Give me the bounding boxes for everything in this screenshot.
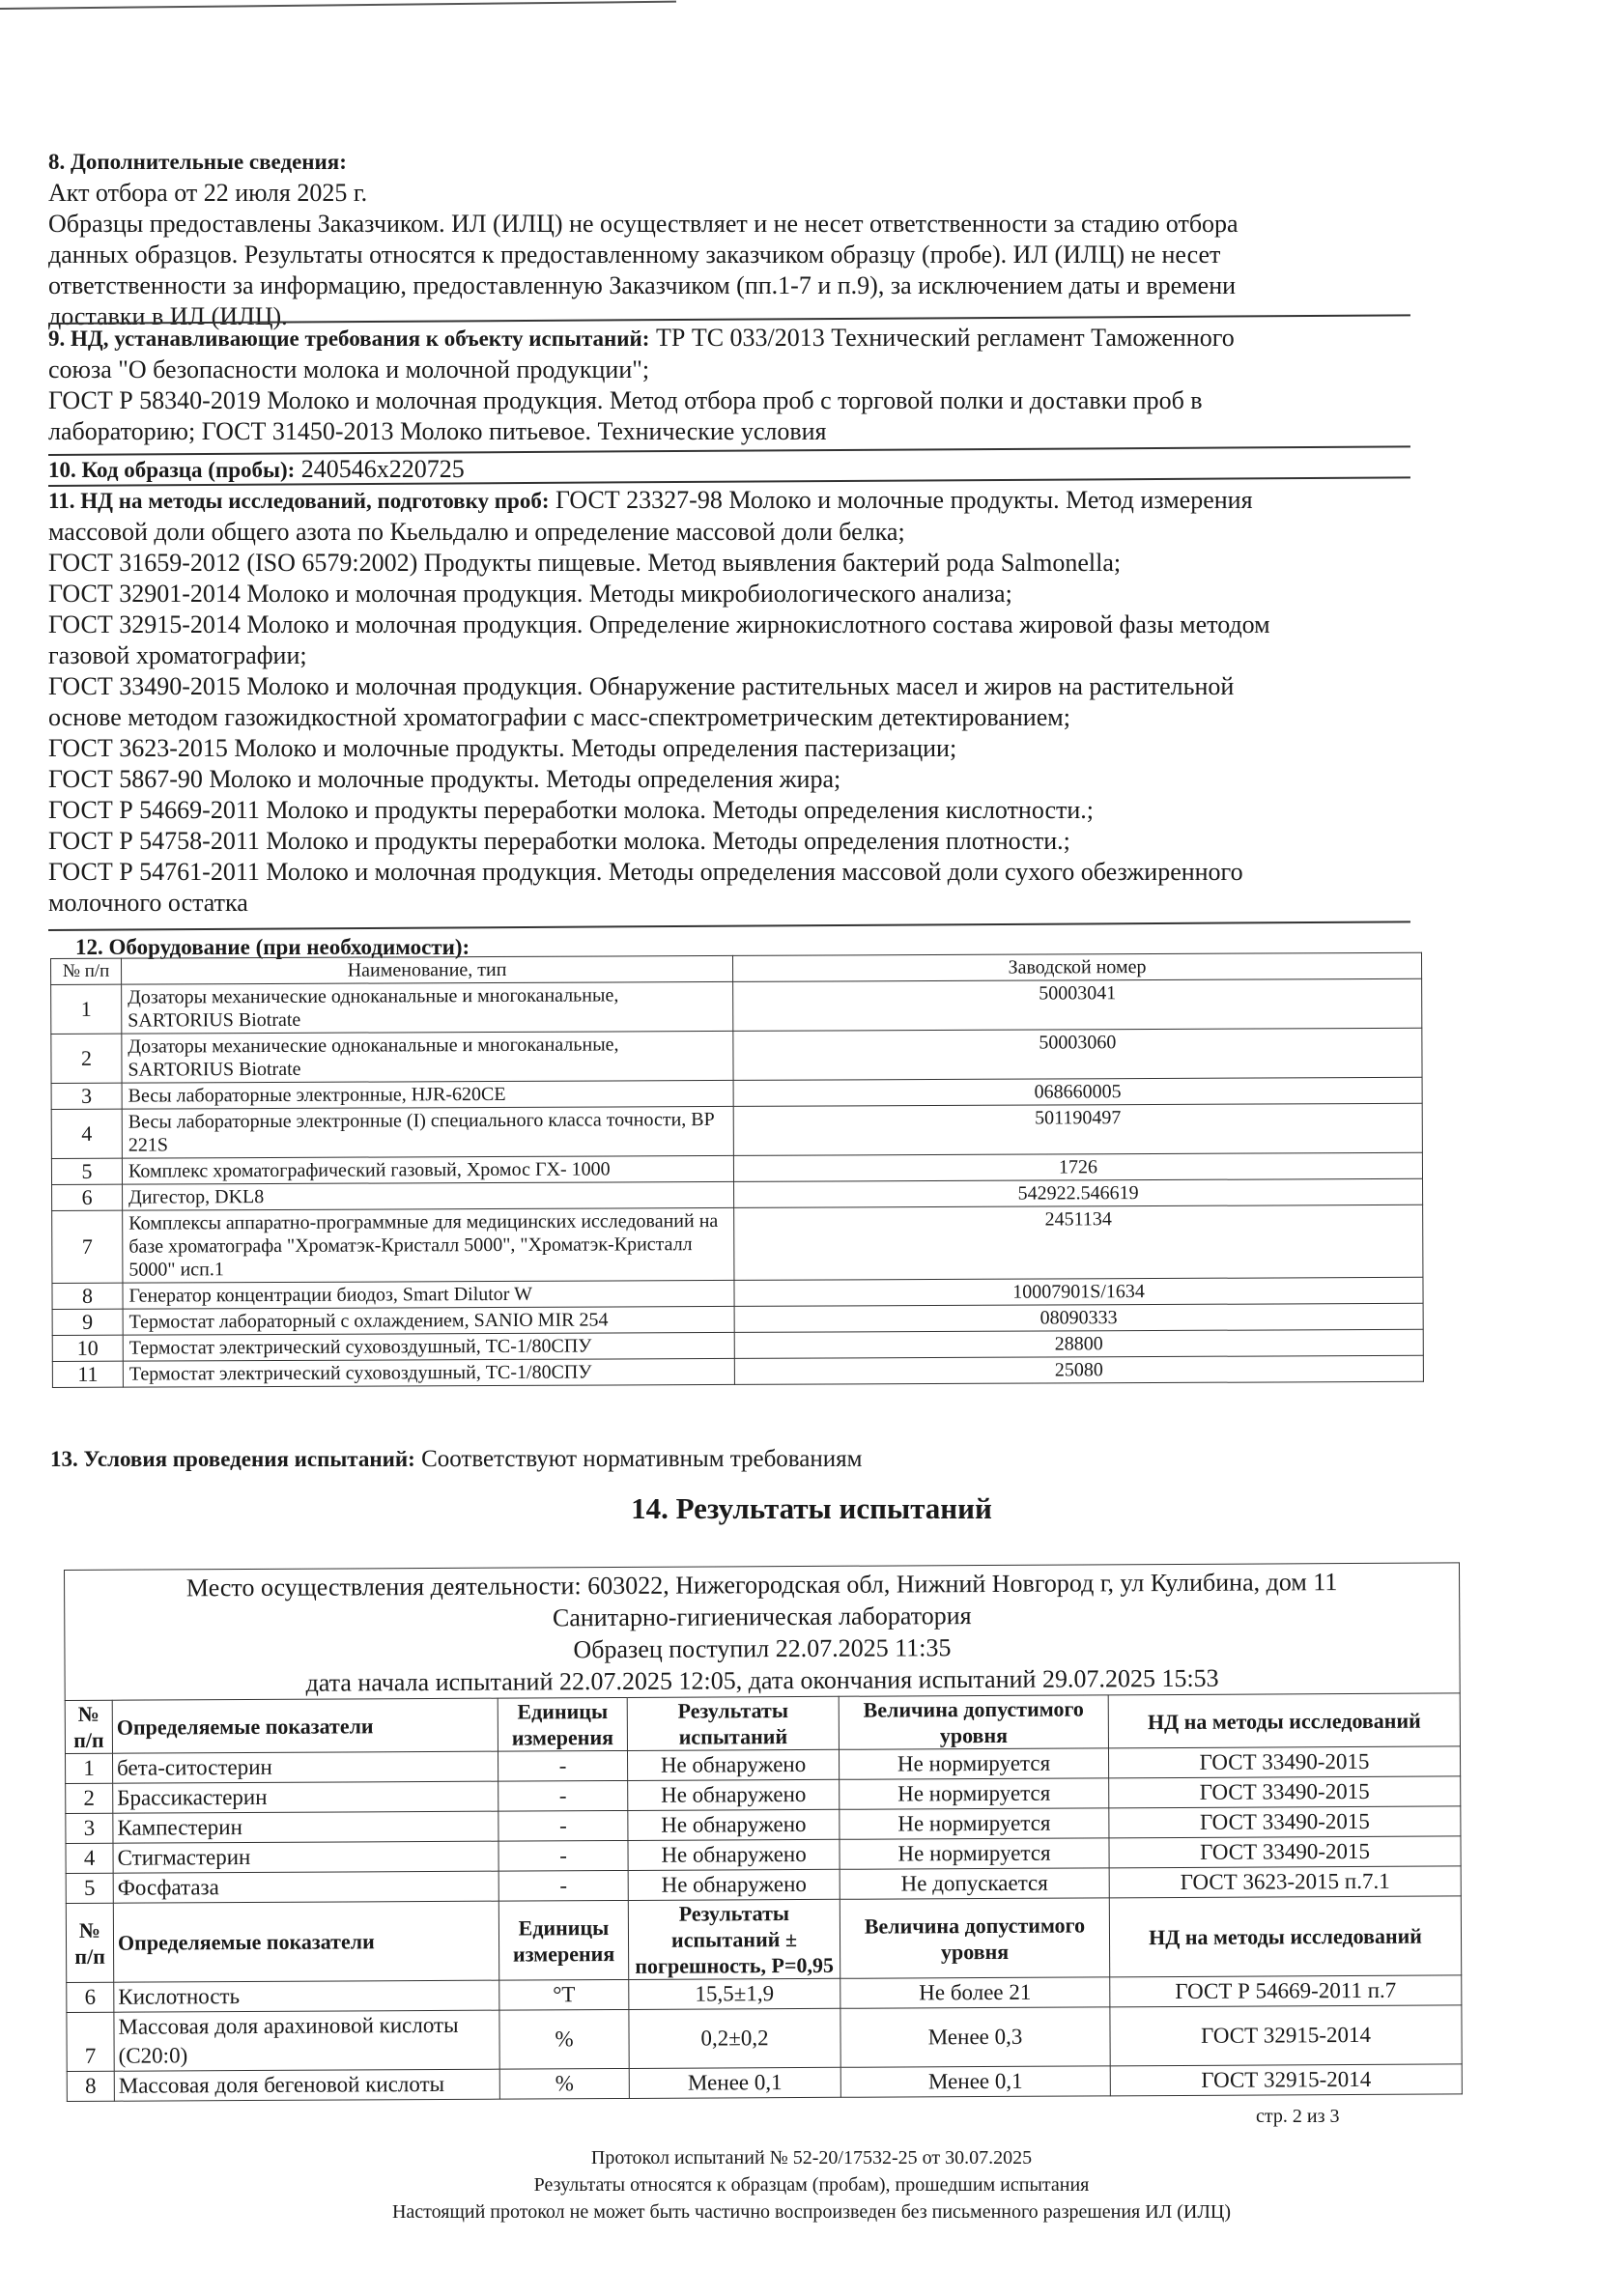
results-row — [67, 2064, 1462, 2102]
footer-note: Настоящий протокол не может быть частично воспроизведен без письменного разрешения ИЛ (ИЛЦ) — [391, 2201, 1232, 2223]
section-11-line: ГОСТ 32901-2014 Молоко и молочная продукция. Методы микробиологического анализа; — [48, 580, 1012, 608]
indicator-name: Кампестерин — [113, 1811, 498, 1843]
test-dates: дата начала испытаний 22.07.2025 12:05, дата окончания испытаний 29.07.2025 15:53 — [305, 1663, 1219, 1697]
column-header-result: Результаты испытаний ± погрешность, P=0,95 — [628, 1899, 840, 1979]
limit-value: Не нормируется — [840, 1838, 1109, 1869]
indicator-name: Массовая доля бегеновой кислоты — [114, 2069, 499, 2101]
unit-value: - — [498, 1840, 628, 1871]
section-10-heading: 10. Код образца (пробы): — [48, 458, 296, 482]
section-11-line: газовой хроматографии; — [48, 641, 307, 669]
column-header-number: № п/п — [66, 1903, 113, 1982]
row-number: 8 — [67, 2071, 114, 2101]
limit-value: Не нормируется — [840, 1778, 1109, 1809]
results-table-header — [66, 1896, 1461, 1983]
equipment-name: Весы лабораторные электронные, HJR-620CE — [122, 1080, 733, 1109]
unit-value: % — [499, 2068, 629, 2099]
method-value: ГОСТ 3623-2015 п.7.1 — [1109, 1866, 1461, 1898]
equipment-name: Термостат лабораторный с охлаждением, SANIO MIR 254 — [123, 1306, 734, 1335]
equipment-name: Термостат электрический суховоздушный, ТС-1/80СПУ — [123, 1358, 734, 1387]
indicator-name: Массовая доля арахиновой кислоты (С20:0) — [114, 2010, 499, 2071]
scan-edge-line — [0, 1, 676, 10]
method-value: ГОСТ Р 54669-2011 п.7 — [1110, 1975, 1462, 2007]
section-11 — [48, 485, 1410, 919]
unit-value: - — [498, 1780, 628, 1811]
results-table-header — [65, 1693, 1460, 1754]
column-header-number: № п/п — [51, 958, 122, 984]
equipment-serial: 10007901S/1634 — [734, 1277, 1423, 1306]
limit-value: Менее 0,1 — [840, 2066, 1110, 2097]
equipment-serial: 25080 — [734, 1355, 1423, 1384]
equipment-serial: 08090333 — [734, 1303, 1423, 1332]
result-value: Менее 0,1 — [629, 2067, 840, 2098]
equipment-number: 9 — [52, 1309, 123, 1335]
column-header-method: НД на методы исследований — [1108, 1693, 1460, 1748]
column-header-name: Наименование, тип — [122, 955, 733, 984]
section-11-heading: 11. НД на методы исследований, подготовку проб: — [48, 489, 550, 513]
unit-value: - — [498, 1750, 627, 1781]
section-8-line: ответственности за информацию, предоставленную Заказчиком (пп.1-7 и п.9), за исключением даты и времени — [48, 271, 1237, 299]
indicator-name: Кислотность — [114, 1980, 499, 2012]
test-conditions: Соответствуют нормативным требованиям — [414, 1446, 863, 1472]
limit-value: Не более 21 — [840, 1977, 1110, 2008]
column-header-unit: Единицы измерения — [498, 1900, 628, 1980]
row-number: 1 — [65, 1753, 112, 1783]
equipment-serial: 2451134 — [734, 1205, 1423, 1280]
indicator-name: бета-ситостерин — [112, 1751, 498, 1783]
method-value: ГОСТ 33490-2015 — [1109, 1776, 1461, 1808]
equipment-row — [51, 978, 1422, 1034]
section-9-heading: 9. НД, устанавливающие требования к объекту испытаний: — [48, 326, 650, 351]
footer-note: Результаты относятся к образцам (пробам), прошедшим испытания — [533, 2174, 1090, 2196]
column-header-limit: Величина допустимого уровня — [840, 1898, 1109, 1978]
result-value: Не обнаружено — [627, 1749, 839, 1780]
divider — [48, 921, 1410, 931]
equipment-serial: 50003041 — [733, 978, 1422, 1031]
section-9-line: союза "О безопасности молока и молочной продукции"; — [48, 355, 650, 383]
section-8-line: доставки в ИЛ (ИЛЦ). — [48, 302, 288, 330]
equipment-name: Дозаторы механические одноканальные и многоканальные, SARTORIUS Biotrate — [122, 1031, 733, 1083]
row-number: 7 — [67, 2012, 114, 2071]
equipment-number: 1 — [51, 984, 122, 1034]
page-number: стр. 2 из 3 — [1256, 2106, 1340, 2127]
equipment-row — [51, 1103, 1422, 1158]
results-title: 14. Результаты испытаний — [631, 1491, 992, 1525]
equipment-row — [52, 1205, 1423, 1283]
limit-value: Не нормируется — [840, 1808, 1109, 1839]
section-8 — [48, 147, 1410, 332]
equipment-number: 5 — [51, 1158, 122, 1184]
protocol-number: Протокол испытаний № 52-20/17532-25 от 30.07.2025 — [590, 2147, 1033, 2168]
section-9-text: ТР ТС 033/2013 Технический регламент Таможенного — [649, 324, 1235, 352]
method-value: ГОСТ 32915-2014 — [1110, 2005, 1462, 2066]
result-value: Не обнаружено — [628, 1809, 840, 1840]
section-9 — [48, 323, 1410, 447]
equipment-number: 10 — [52, 1335, 123, 1361]
section-12-heading: 12. Оборудование (при необходимости): — [75, 935, 470, 959]
footer — [0, 2144, 1623, 2225]
indicator-name: Стигмастерин — [113, 1841, 498, 1873]
row-number: 3 — [66, 1813, 113, 1843]
section-8-line: Акт отбора от 22 июля 2025 г. — [48, 179, 368, 207]
equipment-name: Дозаторы механические одноканальные и многоканальные, SARTORIUS Biotrate — [122, 981, 733, 1034]
equipment-number: 4 — [51, 1109, 122, 1158]
limit-value: Не допускается — [840, 1868, 1109, 1899]
column-header-serial: Заводской номер — [732, 952, 1421, 981]
equipment-number: 7 — [52, 1210, 123, 1283]
method-value: ГОСТ 32915-2014 — [1110, 2064, 1462, 2096]
equipment-table — [50, 952, 1424, 1388]
section-11-line: ГОСТ 33490-2015 Молоко и молочная продукция. Обнаружение растительных масел и жиров на растительной — [48, 672, 1235, 700]
result-value: Не обнаружено — [628, 1839, 840, 1870]
equipment-row — [51, 1028, 1422, 1083]
equipment-serial: 542922.546619 — [734, 1178, 1423, 1207]
method-value: ГОСТ 33490-2015 — [1109, 1806, 1461, 1838]
unit-value: % — [499, 2009, 629, 2069]
equipment-name: Комплекс хроматографический газовый, Хромос ГХ- 1000 — [122, 1155, 733, 1184]
equipment-serial: 28800 — [734, 1329, 1423, 1358]
activity-location: Место осуществления деятельности: 603022, Нижегородская обл, Нижний Новгород г, ул Кулибина, дом 11 — [185, 1568, 1338, 1602]
section-13-heading: 13. Условия проведения испытаний: — [50, 1447, 415, 1471]
row-number: 2 — [66, 1783, 113, 1813]
section-11-line: ГОСТ 3623-2015 Молоко и молочные продукты. Методы определения пастеризации; — [48, 734, 957, 762]
section-11-line: ГОСТ 32915-2014 Молоко и молочная продукция. Определение жирнокислотного состава жировой фазы методом — [48, 610, 1270, 638]
section-8-heading: 8. Дополнительные сведения: — [48, 150, 347, 174]
section-11-line: массовой доли общего азота по Кьельдалю и определение массовой доли белка; — [48, 518, 905, 546]
column-header-unit: Единицы измерения — [498, 1697, 627, 1751]
equipment-number: 11 — [52, 1361, 123, 1387]
section-8-line: данных образцов. Результаты относятся к предоставленному заказчиком образцу (пробе). ИЛ (ИЛЦ) не несет — [48, 241, 1221, 269]
section-13 — [50, 1446, 862, 1473]
equipment-name: Комплексы аппаратно-программные для медицинских исследований на базе хроматографа "Хроматэк-Кристалл 5000", "Хроматэк-Кристалл 5000" исп.1 — [123, 1207, 734, 1283]
results-row — [67, 2005, 1462, 2072]
limit-value: Менее 0,3 — [840, 2007, 1110, 2067]
column-header-limit: Величина допустимого уровня — [839, 1695, 1108, 1749]
equipment-number: 8 — [52, 1283, 123, 1309]
indicator-name: Фосфатаза — [113, 1871, 498, 1903]
unit-value: °Т — [499, 1979, 629, 2010]
result-value: 15,5±1,9 — [629, 1978, 840, 2009]
equipment-serial: 50003060 — [733, 1028, 1422, 1080]
results-table — [65, 1692, 1463, 2102]
equipment-serial: 1726 — [733, 1152, 1422, 1181]
equipment-number: 6 — [52, 1184, 123, 1210]
equipment-name: Дигестор, DKL8 — [123, 1181, 734, 1210]
section-8-line: Образцы предоставлены Заказчиком. ИЛ (ИЛЦ) не осуществляет и не несет ответственности за стадию отбора — [48, 210, 1239, 238]
column-header-indicator: Определяемые показатели — [112, 1698, 498, 1753]
row-number: 6 — [67, 1982, 114, 2012]
equipment-number: 3 — [51, 1083, 122, 1109]
section-11-line: ГОСТ 5867-90 Молоко и молочные продукты. Методы определения жира; — [48, 765, 841, 793]
unit-value: - — [498, 1810, 628, 1841]
column-header-number: № п/п — [65, 1700, 112, 1753]
section-11-line: молочного остатка — [48, 889, 248, 917]
indicator-name: Брассикастерин — [113, 1781, 498, 1813]
results-block — [64, 1562, 1463, 2102]
column-header-result: Результаты испытаний — [627, 1696, 839, 1750]
section-11-line: основе методом газожидкостной хроматографии с масс-спектрометрическим детектированием; — [48, 703, 1070, 731]
section-11-line: ГОСТ Р 54669-2011 Молоко и продукты переработки молока. Методы определения кислотности.; — [48, 796, 1095, 824]
equipment-name: Термостат электрический суховоздушный, ТС-1/80СПУ — [123, 1332, 734, 1361]
unit-value: - — [498, 1870, 628, 1901]
equipment-name: Генератор концентрации биодоз, Smart Dilutor W — [123, 1280, 734, 1309]
result-value: Не обнаружено — [628, 1779, 840, 1810]
result-value: Не обнаружено — [628, 1869, 840, 1900]
row-number: 5 — [66, 1873, 113, 1903]
section-9-line: лабораторию; ГОСТ 31450-2013 Молоко питьевое. Технические условия — [48, 417, 827, 445]
equipment-serial: 068660005 — [733, 1077, 1422, 1106]
limit-value: Не нормируется — [839, 1748, 1108, 1779]
section-9-line: ГОСТ Р 58340-2019 Молоко и молочная продукция. Метод отбора проб с торговой полки и доставки проб в — [48, 386, 1203, 414]
laboratory-name: Санитарно-гигиеническая лаборатория — [552, 1602, 972, 1632]
column-header-indicator: Определяемые показатели — [113, 1901, 498, 1982]
section-11-line: ГОСТ 31659-2012 (ISO 6579:2002) Продукты пищевые. Метод выявления бактерий рода Salmonella; — [48, 549, 1122, 577]
equipment-serial: 501190497 — [733, 1103, 1422, 1155]
column-header-method: НД на методы исследований — [1109, 1896, 1461, 1977]
results-header — [64, 1562, 1461, 1700]
method-value: ГОСТ 33490-2015 — [1108, 1746, 1460, 1778]
section-11-line: ГОСТ Р 54758-2011 Молоко и продукты переработки молока. Методы определения плотности.; — [48, 827, 1070, 855]
section-11-text: ГОСТ 23327-98 Молоко и молочные продукты. Метод измерения — [549, 486, 1253, 514]
sample-code: 240546х220725 — [295, 455, 465, 483]
result-value: 0,2±0,2 — [629, 2008, 840, 2068]
equipment-row — [52, 1355, 1423, 1387]
section-11-line: ГОСТ Р 54761-2011 Молоко и молочная продукция. Методы определения массовой доли сухого обезжиренного — [48, 858, 1243, 886]
sample-received: Образец поступил 22.07.2025 11:35 — [573, 1633, 952, 1664]
equipment-name: Весы лабораторные электронные (I) специального класса точности, BP 221S — [122, 1106, 733, 1158]
equipment-number: 2 — [51, 1034, 122, 1083]
method-value: ГОСТ 33490-2015 — [1109, 1836, 1461, 1868]
row-number: 4 — [66, 1843, 113, 1873]
